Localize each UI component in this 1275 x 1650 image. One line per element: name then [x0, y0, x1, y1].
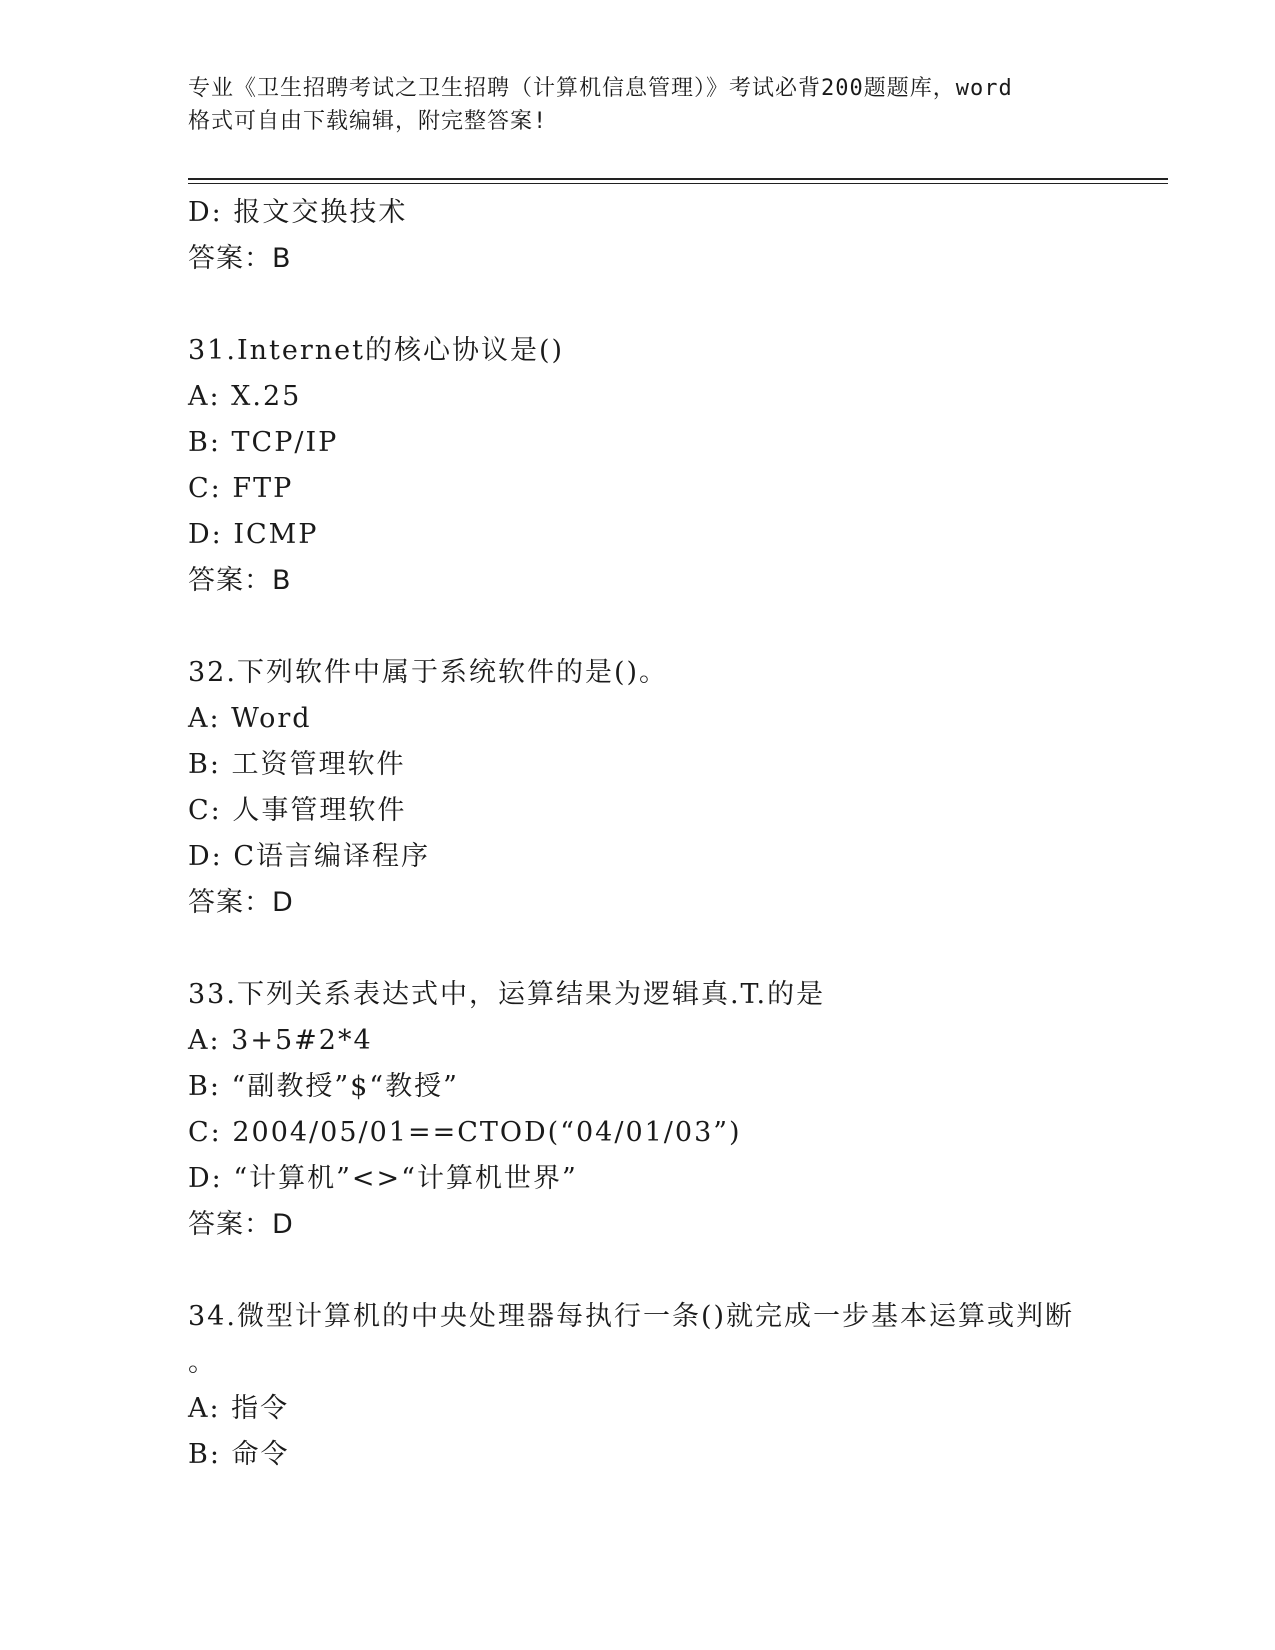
option-b: B: TCP/IP — [188, 427, 339, 458]
header-line-1: 专业《卫生招聘考试之卫生招聘（计算机信息管理）》考试必背200题题库，word — [188, 76, 1013, 101]
option-a: A: Word — [188, 703, 312, 734]
option-b: B: 工资管理软件 — [188, 749, 406, 780]
option-d: D: “计算机”<>“计算机世界” — [188, 1163, 578, 1194]
question-31 — [188, 328, 1128, 604]
question-33 — [188, 972, 1128, 1248]
question-stem: 32.下列软件中属于系统软件的是()。 — [188, 657, 669, 688]
option-a: A: 3+5#2*4 — [188, 1025, 373, 1056]
option-b: B: “副教授”$“教授” — [188, 1071, 459, 1102]
spacer — [188, 604, 1128, 650]
question-30-tail — [188, 190, 1128, 282]
spacer — [188, 282, 1128, 328]
spacer — [188, 926, 1128, 972]
question-32 — [188, 650, 1128, 926]
question-stem-continuation: 。 — [188, 1347, 215, 1378]
question-stem: 31.Internet的核心协议是() — [188, 335, 565, 366]
option-d: D: ICMP — [188, 519, 319, 550]
option-a: A: X.25 — [188, 381, 302, 412]
question-34 — [188, 1294, 1128, 1478]
answer: 答案：D — [188, 887, 294, 918]
question-stem: 34.微型计算机的中央处理器每执行一条()就完成一步基本运算或判断 — [188, 1301, 1075, 1332]
header-divider — [188, 178, 1168, 184]
answer: 答案：B — [188, 243, 292, 274]
answer: 答案：D — [188, 1209, 294, 1240]
question-stem: 33.下列关系表达式中，运算结果为逻辑真.T.的是 — [188, 979, 826, 1010]
answer: 答案：B — [188, 565, 292, 596]
spacer — [188, 1248, 1128, 1294]
option-c: C: FTP — [188, 473, 294, 504]
option-d: D: 报文交换技术 — [188, 197, 408, 228]
option-c: C: 人事管理软件 — [188, 795, 407, 826]
option-c: C: 2004/05/01==CTOD(“04/01/03”) — [188, 1117, 742, 1148]
question-list — [188, 190, 1128, 1478]
header-line-2: 格式可自由下载编辑，附完整答案! — [188, 109, 548, 134]
option-a: A: 指令 — [188, 1393, 290, 1424]
option-b: B: 命令 — [188, 1439, 290, 1470]
option-d: D: C语言编译程序 — [188, 841, 430, 872]
document-header — [188, 72, 1088, 138]
